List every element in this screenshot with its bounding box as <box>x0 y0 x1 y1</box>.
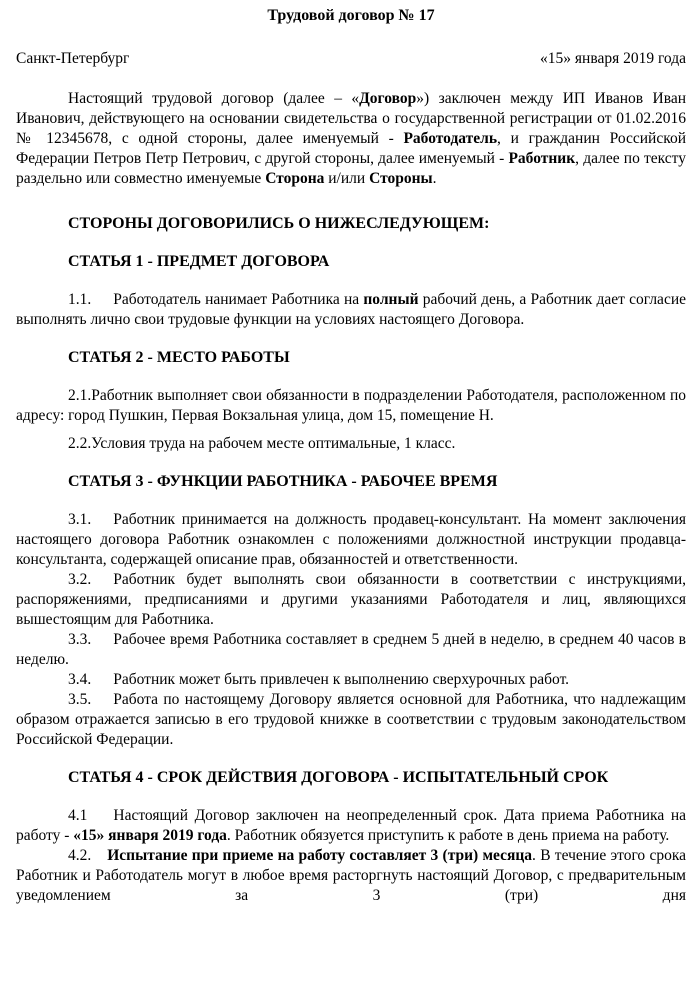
clause-text: Рабочее время Работника составляет в среднем 5 дней в неделю, в среднем 40 часов в неделю. <box>16 631 686 668</box>
preamble-text: и/или <box>324 170 370 187</box>
agreement-heading: СТОРОНЫ ДОГОВОРИЛИСЬ О НИЖЕСЛЕДУЮЩЕМ: <box>68 215 490 232</box>
clause-4-2 <box>16 846 686 906</box>
clause-emphasis: полный <box>363 291 419 308</box>
section-3-heading: СТАТЬЯ 3 - ФУНКЦИИ РАБОТНИКА - РАБОЧЕЕ ВРЕМЯ <box>68 473 498 490</box>
section-2-heading: СТАТЬЯ 2 - МЕСТО РАБОТЫ <box>68 349 290 366</box>
clause-text: Работник будет выполнять свои обязанности в соответствии с инструкциями, распоряжениями, предписаниями и другими указаниями Работодателя и лиц, являющихся вышестоящим для Работника. <box>16 571 686 628</box>
clause-3-5 <box>16 690 686 750</box>
term-employee: Работник <box>508 150 576 167</box>
clause-text: Работодатель нанимает Работника на <box>113 291 364 308</box>
clause-1-1 <box>16 290 686 330</box>
clause-number: 3.2. <box>68 571 92 588</box>
clause-text: Настоящий Договор заключен на неопределенный срок. Дата приема Работника на работу - <box>16 807 686 844</box>
document-title: Трудовой договор № 17 <box>267 7 435 24</box>
preamble-text: . <box>432 170 437 187</box>
term-contract: Договор <box>359 90 417 107</box>
clause-text: . Работник обязуется приступить к работе в день приема на работу. <box>226 827 670 844</box>
section-1-heading: СТАТЬЯ 1 - ПРЕДМЕТ ДОГОВОРА <box>68 253 330 270</box>
city: Санкт-Петербург <box>16 50 130 67</box>
clause-number: 4.1 <box>68 807 88 824</box>
clause-3-3 <box>16 630 686 670</box>
clause-3-1 <box>16 510 686 570</box>
clause-number: 4.2. <box>68 847 92 864</box>
clause-2-1: 2.1.Работник выполняет свои обязанности в подразделении Работодателя, расположенном по адресу: город Пушкин, Первая Вокзальная улица, дом 15, помещение Н. <box>16 387 686 424</box>
clause-emphasis: Испытание при приеме на работу составляет 3 (три) месяца <box>107 847 533 864</box>
clause-number: 3.4. <box>68 671 92 688</box>
preamble-paragraph <box>16 89 686 189</box>
clause-number: 3.5. <box>68 691 92 708</box>
clause-number: 3.1. <box>68 511 92 528</box>
preamble-text: Настоящий трудовой договор (далее – « <box>68 90 360 107</box>
clause-2-2: 2.2.Условия труда на рабочем месте оптимальные, 1 класс. <box>68 435 456 452</box>
clause-3-2 <box>16 570 686 630</box>
preamble-text: ») заключен между ИП Иванов Иван Иванович, действующего на основании свидетельства о государственной регистрации от 01.02.2016 № 12345678, с одной стороны, далее именуемый - <box>16 90 687 147</box>
term-party: Сторона <box>265 170 325 187</box>
clause-emphasis: «15» января 2019 года <box>73 827 227 844</box>
clause-number: 1.1. <box>68 291 92 308</box>
section-4-heading: СТАТЬЯ 4 - СРОК ДЕЙСТВИЯ ДОГОВОРА - ИСПЫТАТЕЛЬНЫЙ СРОК <box>68 769 609 786</box>
clause-text: рабочий день, а Работник дает согласие выполнять лично свои трудовые функции на условиях настоящего Договора. <box>16 291 686 328</box>
clause-number: 3.3. <box>68 631 92 648</box>
clause-4-1 <box>16 806 686 846</box>
preamble-text: , далее по тексту раздельно или совместно именуемые <box>16 150 686 187</box>
clause-text: Работник принимается на должность продавец-консультант. На момент заключения настоящего договора Работник ознакомлен с положениями должностной инструкции продавца-консультанта, содержащей описание прав, обязанностей и ответственности. <box>16 511 686 568</box>
term-employer: Работодатель <box>403 130 498 147</box>
place-date-line <box>16 49 686 69</box>
contract-date: «15» января 2019 года <box>540 50 686 67</box>
preamble-text: , и гражданин Российской Федерации Петров Петр Петрович, с другой стороны, далее именуемый - <box>16 130 687 167</box>
clause-text: Работник может быть привлечен к выполнению сверхурочных работ. <box>113 671 570 688</box>
term-parties: Стороны <box>369 170 433 187</box>
clause-text: Работа по настоящему Договору является основной для Работника, что надлежащим образом отражается записью в его трудовой книжке в соответствии с трудовым законодательством Российской Федерации. <box>16 691 686 748</box>
clause-3-4 <box>16 670 686 690</box>
clause-text: . В течение этого срока Работник и Работодатель могут в любое время расторгнуть настоящий Договор, с предварительным уведомлением за 3 (три) дня <box>16 847 686 904</box>
